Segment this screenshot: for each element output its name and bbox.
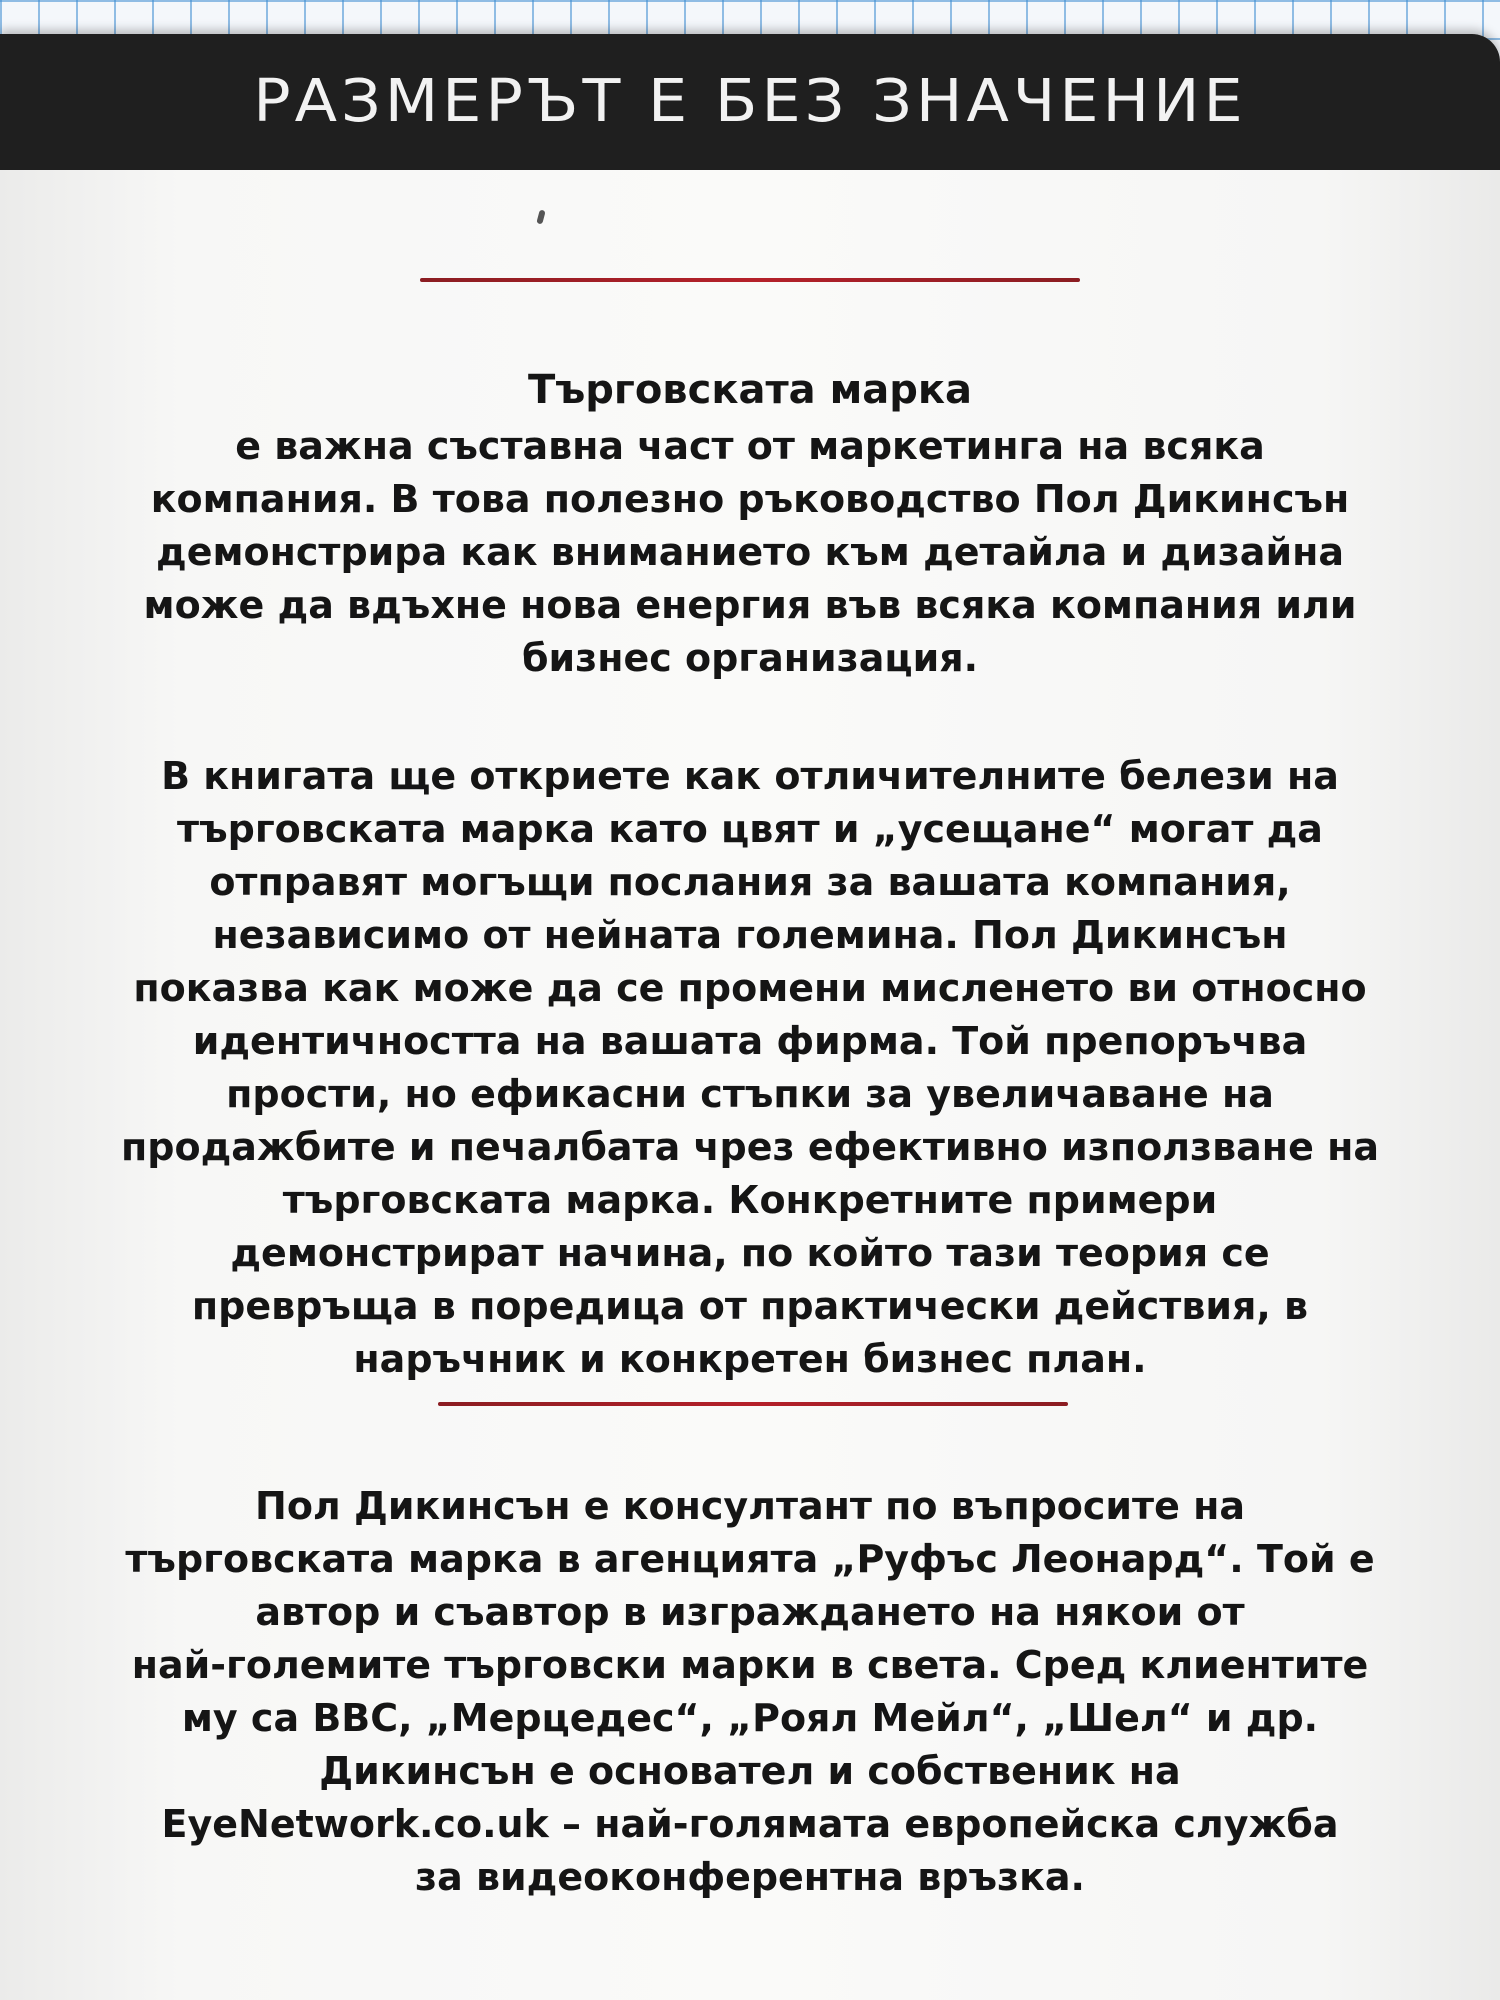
author-bio-paragraph: [110, 1480, 1390, 1904]
text-line: Дикинсън е основател и собственик на: [319, 1749, 1181, 1793]
text-line: превръща в поредица от практически действия, в: [191, 1284, 1309, 1328]
text-line: отправят могъщи послания за вашата компания,: [209, 860, 1291, 904]
text-line: демонстрират начина, по който тази теория се: [230, 1231, 1270, 1275]
text-line: демонстрира как вниманието към детайла и дизайна: [156, 530, 1344, 574]
text-line: прости, но ефикасни стъпки за увеличаване на: [226, 1072, 1274, 1116]
book-back-cover: [0, 34, 1500, 2000]
text-line: може да вдъхне нова енергия във всяка компания или: [143, 583, 1357, 627]
intro-text: [110, 420, 1390, 685]
text-line: търговската марка. Конкретните примери: [282, 1178, 1218, 1222]
text-line: автор и съавтор в изграждането на някои от: [255, 1590, 1245, 1634]
text-line: компания. В това полезно ръководство Пол Дикинсън: [150, 477, 1350, 521]
text-line: идентичността на вашата фирма. Той препоръчва: [192, 1019, 1308, 1063]
text-line: е важна съставна част от маркетинга на всяка: [235, 424, 1265, 468]
description-paragraph: [110, 750, 1390, 1386]
text-line: най-големите търговски марки в света. Сред клиентите: [131, 1643, 1369, 1687]
cover-title: РАЗМЕРЪТ Е БЕЗ ЗНАЧЕНИЕ: [253, 65, 1247, 136]
text-line: търговската марка като цвят и „усещане“ могат да: [177, 807, 1323, 851]
text-line: независимо от нейната големина. Пол Дикинсън: [212, 913, 1288, 957]
text-line: за видеоконферентна връзка.: [415, 1855, 1085, 1899]
text-line: В книгата ще откриете как отличителните белези на: [161, 754, 1339, 798]
text-line: Пол Дикинсън е консултант по въпросите на: [255, 1484, 1245, 1528]
dust-speck: [536, 209, 545, 224]
divider-bottom: [438, 1402, 1068, 1406]
text-line: показва как може да се промени мисленето ви относно: [133, 966, 1367, 1010]
text-line: бизнес организация.: [521, 636, 979, 680]
text-line: търговската марка в агенцията „Руфъс Леонард“. Той е: [125, 1537, 1375, 1581]
header-band: [0, 34, 1500, 170]
text-line: EyeNetwork.co.uk – най-голямата европейска служба: [161, 1802, 1339, 1846]
text-line: наръчник и конкретен бизнес план.: [353, 1337, 1147, 1381]
section-heading: Търговската марка: [527, 367, 973, 413]
divider-top: [420, 278, 1080, 282]
text-line: продажбите и печалбата чрез ефективно използване на: [121, 1125, 1379, 1169]
text-line: му са ВВС, „Мерцедес“, „Роял Мейл“, „Шел“ и др.: [181, 1696, 1319, 1740]
